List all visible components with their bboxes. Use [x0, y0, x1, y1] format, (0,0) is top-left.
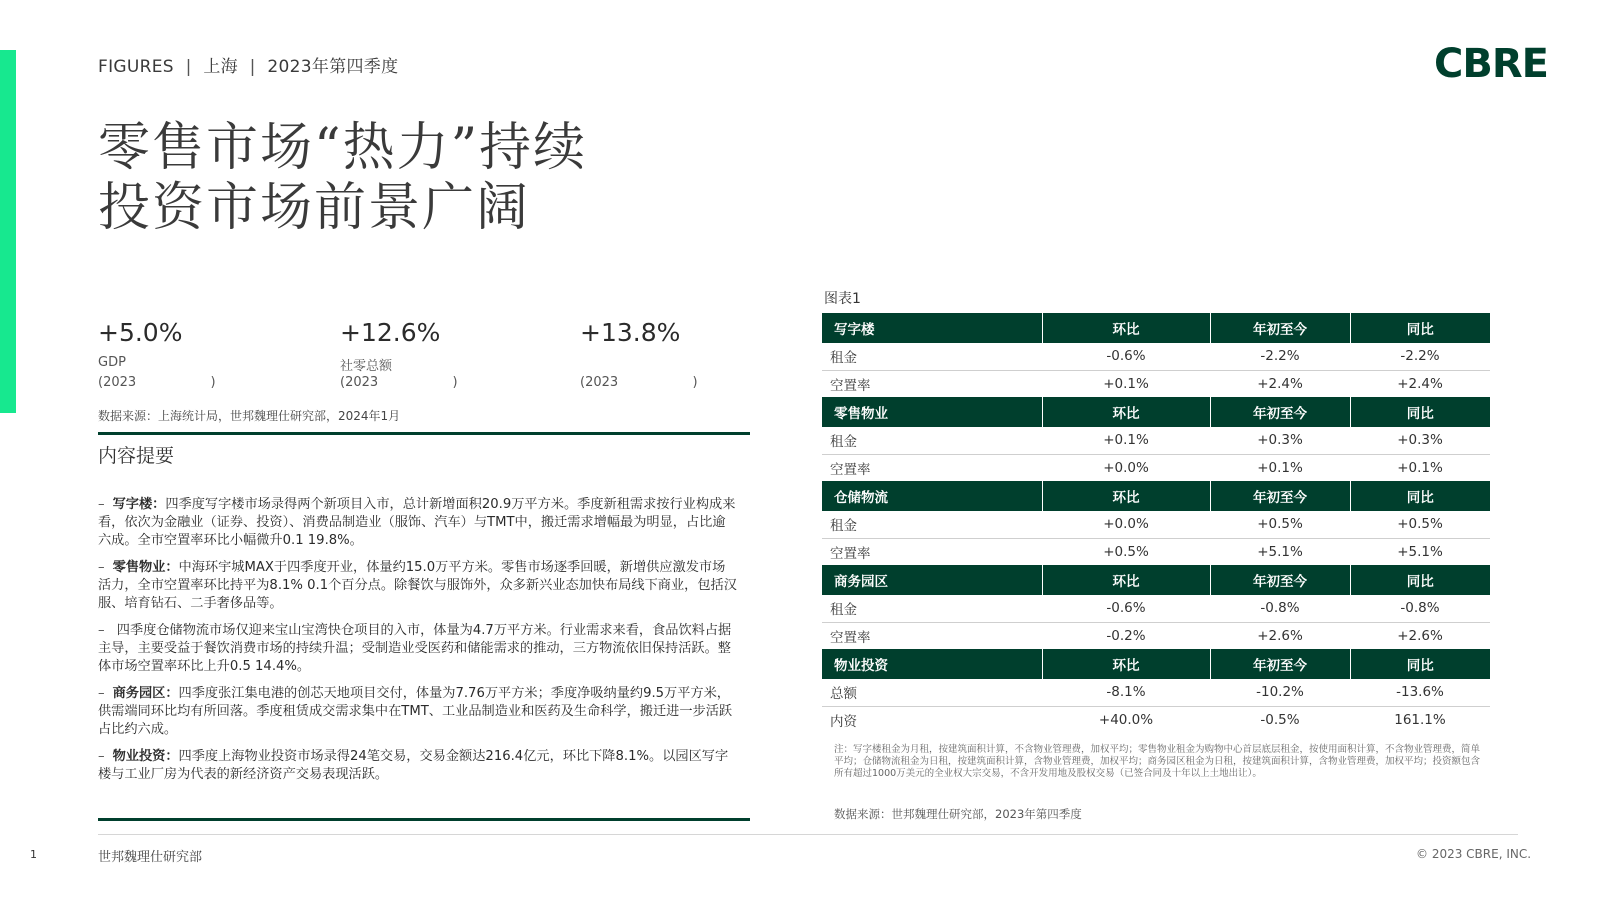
- column-header: 年初至今: [1210, 649, 1350, 679]
- row-label: 空置率: [830, 545, 871, 562]
- bullet-dash: –: [98, 686, 105, 701]
- market-stats-table: [822, 313, 1490, 733]
- table-cell: -13.6%: [1350, 679, 1490, 706]
- kpi-period: (2023 ): [340, 375, 458, 390]
- kpi-retail-sales: [340, 318, 458, 390]
- bullet-text: 四季度张江集电港的创芯天地项目交付，体量为7.76万平方米；季度净吸纳量约9.5万平方米，供需端同环比均有所回落。季度租赁成交需求集中在TMT、工业品制造业和医药及生命科学，搬迁进一步活跃占比约六成。: [98, 686, 733, 737]
- footer-divider: [98, 834, 1518, 835]
- table-row: [822, 343, 1490, 370]
- column-header: 年初至今: [1210, 397, 1350, 427]
- table-row: [822, 706, 1490, 733]
- bullet-text: 四季度上海物业投资市场录得24笔交易，交易金额达216.4亿元，环比下降8.1%。以园区写字楼与工业厂房为代表的新经济资产交易表现活跃。: [98, 749, 729, 782]
- bullet-title: 商务园区：: [112, 686, 179, 701]
- table-caption: 图表1: [824, 291, 861, 307]
- summary-bullets: [98, 496, 738, 793]
- kpi-label: 社零总额: [340, 359, 393, 374]
- table-row: [822, 511, 1490, 538]
- bullet-retail: [98, 559, 738, 613]
- kpi-source: 数据来源：上海统计局，世邦魏理仕研究部，2024年1月: [98, 409, 401, 423]
- table-cell: +5.1%: [1397, 543, 1443, 560]
- bullet-dash: –: [98, 497, 105, 512]
- table-cell: +5.1%: [1257, 543, 1303, 560]
- table-cell: +0.0%: [1042, 511, 1210, 538]
- table-cell: +0.3%: [1210, 427, 1350, 454]
- table-cell: +2.6%: [1397, 627, 1443, 644]
- table-row: [822, 679, 1490, 706]
- kpi-value: +5.0%: [98, 318, 183, 347]
- column-header: 环比: [1042, 313, 1210, 343]
- table-cell: +0.1%: [1103, 375, 1149, 392]
- bullet-text: 四季度仓储物流市场仅迎来宝山宝湾快仓项目的入市，体量为4.7万平方米。行业需求来看，食品饮料占据主导，主要受益于餐饮消费市场的持续升温；受制造业受医药和储能需求的推动，三方物流依旧保持活跃。整体市场空置率环比上升0.5 14.4%。: [98, 623, 732, 674]
- bullet-title: 物业投资：: [112, 749, 179, 764]
- bullet-dash: –: [98, 749, 105, 764]
- column-header: 同比: [1350, 313, 1490, 343]
- table-cell: 161.1%: [1394, 711, 1446, 728]
- row-label: 总额: [822, 679, 1042, 706]
- table-group-header: [822, 397, 1490, 427]
- group-name: 物业投资: [822, 649, 1042, 679]
- kpi-row: [98, 318, 758, 398]
- bullet-logistics: [98, 622, 738, 676]
- title-line-2: 投资市场前景广阔: [98, 178, 531, 238]
- cbre-logo: CBRE: [1434, 41, 1548, 87]
- column-header: 环比: [1042, 481, 1210, 511]
- table-cell: -10.2%: [1210, 679, 1350, 706]
- table-row: [822, 622, 1490, 649]
- header-separator: |: [249, 57, 256, 77]
- kpi-value: +13.8%: [580, 318, 681, 347]
- page-title: [98, 118, 587, 238]
- column-header: 环比: [1042, 397, 1210, 427]
- table-cell: +0.5%: [1350, 511, 1490, 538]
- bullet-text: 中海环宇城MAX于四季度开业，体量约15.0万平方米。零售市场逐季回暖，新增供应激发市场活力，全市空置率环比持平为8.1% 0.1个百分点。除餐饮与服饰外，众多新兴业态加快布局线下商业，包括汉服、培育钻石、二手奢侈品等。: [98, 560, 737, 611]
- group-name: 写字楼: [822, 313, 1042, 343]
- table-cell: -0.6%: [1042, 595, 1210, 622]
- table-footnote: 注：写字楼租金为月租，按建筑面积计算，不含物业管理费，加权平均；零售物业租金为购物中心首层底层租金，按使用面积计算，不含物业管理费，简单平均；仓储物流租金为日租，按建筑面积计算，含物业管理费，加权平均；商务园区租金为日租，按建筑面积计算，含物业管理费，加权平均；投资额包含所有超过1000万美元的全业权大宗交易，不含开发用地及股权交易（已签合同及十年以上土地出让）。: [834, 744, 1481, 779]
- table-cell: +0.0%: [1103, 459, 1149, 476]
- group-name: 仓储物流: [822, 481, 1042, 511]
- table-cell: -8.1%: [1042, 679, 1210, 706]
- page-number: 1: [30, 848, 37, 861]
- header-separator: |: [185, 57, 192, 77]
- bullet-investment: [98, 748, 738, 784]
- row-label: 空置率: [830, 629, 871, 646]
- column-header: 环比: [1042, 649, 1210, 679]
- table-cell: -2.2%: [1350, 343, 1490, 370]
- kpi-period: (2023 ): [98, 375, 216, 390]
- footer-copyright: © 2023 CBRE, INC.: [1416, 847, 1532, 861]
- section-divider-bottom: [98, 818, 750, 821]
- header-city: 上海: [203, 57, 238, 77]
- bullet-business-park: [98, 685, 738, 739]
- bullet-title: 写字楼：: [112, 497, 166, 512]
- kpi-label: GDP: [98, 355, 126, 370]
- column-header: 同比: [1350, 649, 1490, 679]
- table-cell: +0.1%: [1397, 459, 1443, 476]
- row-label: 租金: [822, 511, 1042, 538]
- table-cell: +2.4%: [1397, 375, 1443, 392]
- column-header: 同比: [1350, 481, 1490, 511]
- accent-bar: [0, 50, 16, 413]
- table-cell: +0.3%: [1350, 427, 1490, 454]
- table-cell: -0.8%: [1350, 595, 1490, 622]
- table-cell: -0.2%: [1106, 627, 1146, 644]
- table-cell: +0.5%: [1103, 543, 1149, 560]
- table-cell: +2.4%: [1257, 375, 1303, 392]
- row-label: 租金: [822, 343, 1042, 370]
- bullet-text: 四季度写字楼市场录得两个新项目入市，总计新增面积20.9万平方米。季度新租需求按行业构成来看，依次为金融业（证券、投资）、消费品制造业（服饰、汽车）与TMT中，搬迁需求增幅最为明显，占比逾六成。全市空置率环比小幅微升0.1 19.8%。: [98, 497, 736, 548]
- table-cell: +0.5%: [1210, 511, 1350, 538]
- bullet-title: 零售物业：: [112, 560, 179, 575]
- footer-department: 世邦魏理仕研究部: [98, 850, 203, 865]
- summary-title: 内容提要: [98, 445, 175, 467]
- kpi-third: [580, 318, 698, 390]
- table-cell: +2.6%: [1257, 627, 1303, 644]
- column-header: 年初至今: [1210, 565, 1350, 595]
- table-row: [822, 595, 1490, 622]
- group-name: 零售物业: [822, 397, 1042, 427]
- column-header: 同比: [1350, 397, 1490, 427]
- table-cell: +40.0%: [1098, 711, 1154, 728]
- table-group-header: [822, 565, 1490, 595]
- column-header: 环比: [1042, 565, 1210, 595]
- kpi-value: +12.6%: [340, 318, 441, 347]
- table-cell: -0.8%: [1210, 595, 1350, 622]
- row-label: 空置率: [830, 377, 871, 394]
- row-label: 租金: [822, 427, 1042, 454]
- table-group-header: [822, 313, 1490, 343]
- row-label: 租金: [822, 595, 1042, 622]
- table-cell: -0.6%: [1042, 343, 1210, 370]
- table-cell: +0.1%: [1042, 427, 1210, 454]
- table-cell: -0.5%: [1260, 711, 1300, 728]
- table-cell: +0.1%: [1257, 459, 1303, 476]
- column-header: 年初至今: [1210, 313, 1350, 343]
- row-label: 空置率: [830, 461, 871, 478]
- kpi-gdp: [98, 318, 216, 390]
- title-line-1: 零售市场“热力”持续: [98, 118, 588, 178]
- group-name: 商务园区: [822, 565, 1042, 595]
- table-group-header: [822, 481, 1490, 511]
- kpi-label: [580, 355, 698, 371]
- bullet-dash: –: [98, 560, 105, 575]
- bullet-office: [98, 496, 738, 550]
- section-divider-top: [98, 432, 750, 435]
- column-header: 年初至今: [1210, 481, 1350, 511]
- row-label: 内资: [830, 713, 857, 730]
- table-row: [822, 370, 1490, 397]
- table-source: 数据来源：世邦魏理仕研究部，2023年第四季度: [834, 807, 1082, 821]
- column-header: 同比: [1350, 565, 1490, 595]
- table-row: [822, 538, 1490, 565]
- bullet-dash: –: [98, 623, 105, 638]
- header-figures: FIGURES: [98, 57, 174, 77]
- table-row: [822, 427, 1490, 454]
- report-header: [98, 52, 398, 77]
- table-row: [822, 454, 1490, 481]
- kpi-period: (2023 ): [580, 375, 698, 390]
- header-period: 2023年第四季度: [267, 57, 399, 77]
- table-cell: -2.2%: [1210, 343, 1350, 370]
- table-group-header: [822, 649, 1490, 679]
